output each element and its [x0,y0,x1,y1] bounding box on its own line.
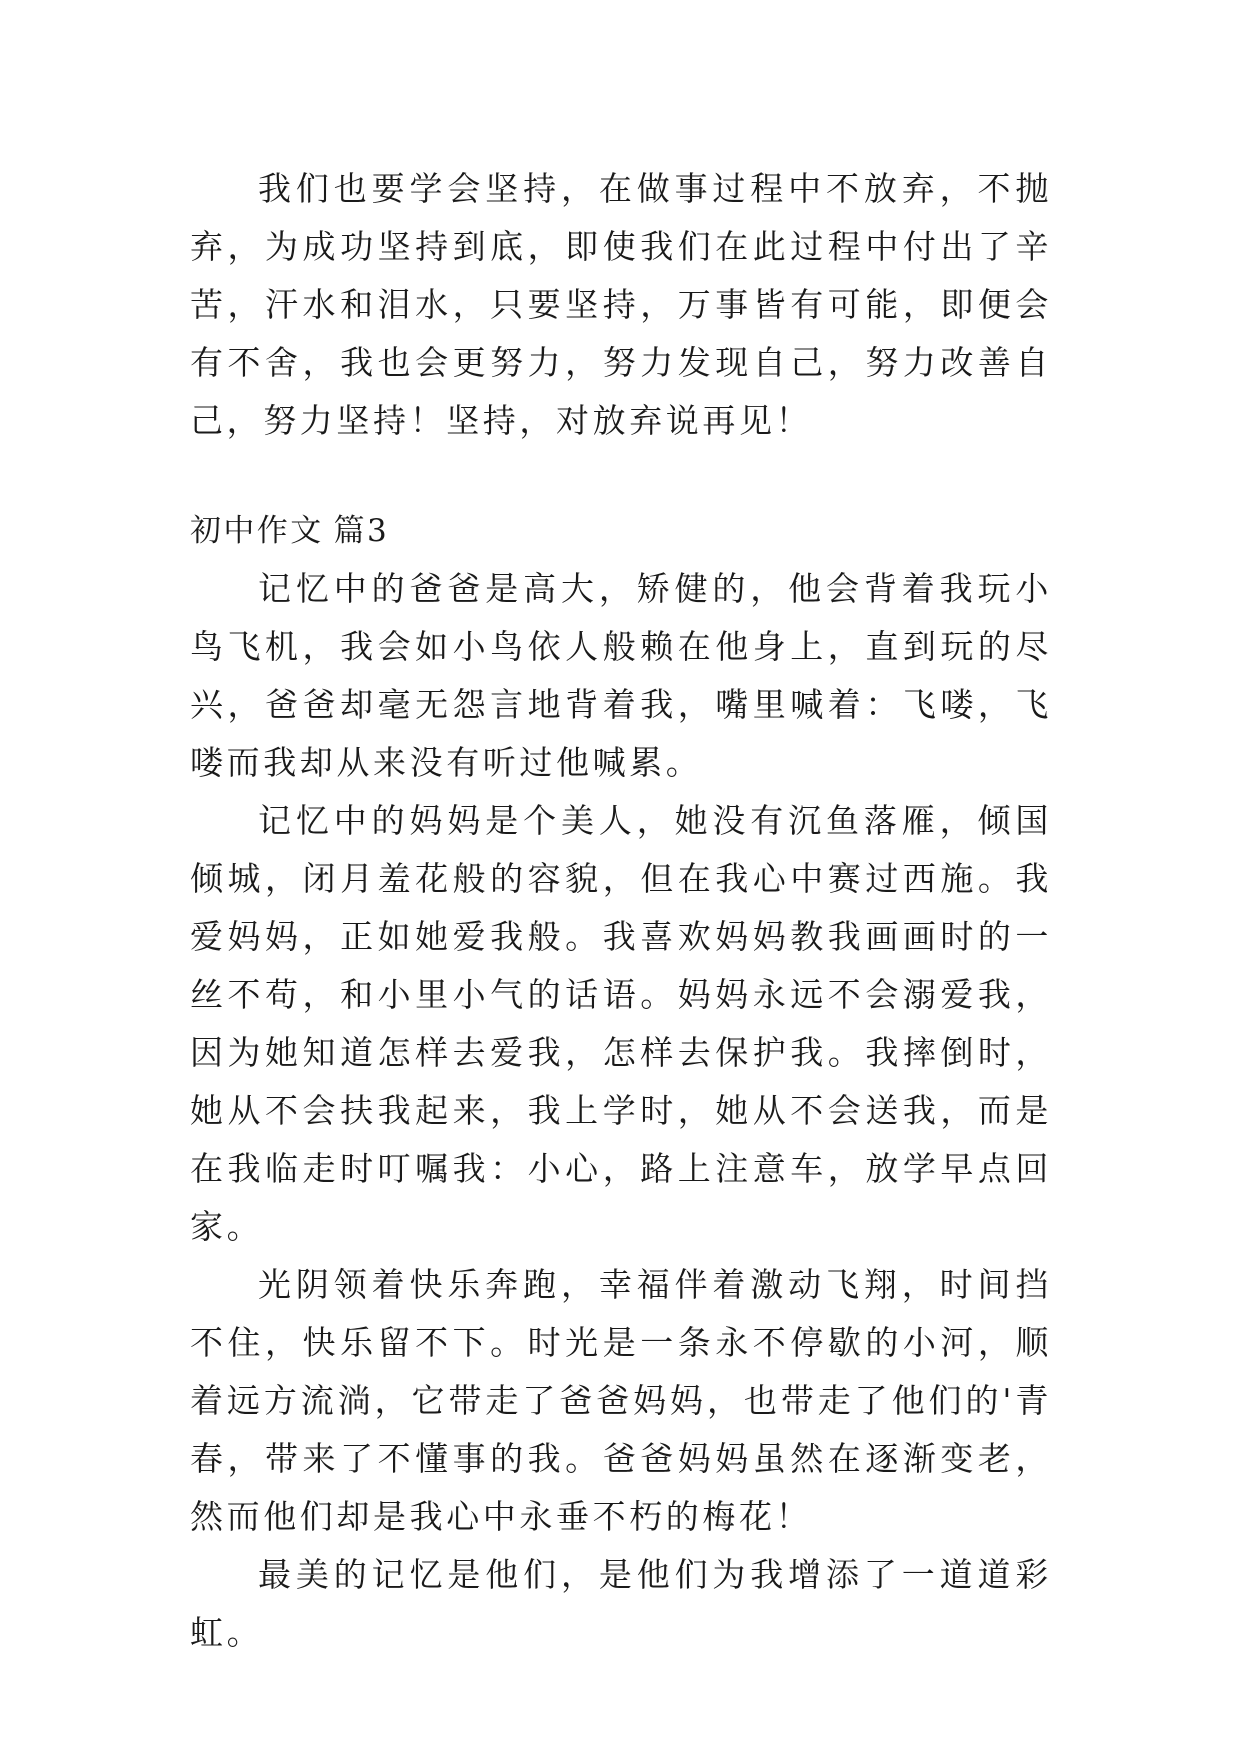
paragraph-father: 记忆中的爸爸是高大，矫健的，他会背着我玩小鸟飞机，我会如小鸟依人般赖在他身上，直到玩的尽兴，爸爸却毫无怨言地背着我，嘴里喊着：飞喽，飞喽而我却从来没有听过他喊累。 [190,569,1052,782]
paragraph-closing: 最美的记忆是他们，是他们为我增添了一道道彩虹。 [190,1555,1052,1652]
section-number: 篇3 [333,513,390,549]
document-page [190,160,1052,1720]
paragraph-time: 光阴领着快乐奔跑，幸福伴着激动飞翔，时间挡不住，快乐留不下。时光是一条永不停歇的小河，顺着远方流淌，它带走了爸爸妈妈，也带走了他们的'青春，带来了不懂事的我。爸爸妈妈虽然在逐渐变老，然而他们却是我心中永垂不朽的梅花！ [190,1265,1052,1536]
section-heading [190,502,1052,560]
paragraph-persistence: 我们也要学会坚持，在做事过程中不放弃，不抛弃，为成功坚持到底，即使我们在此过程中付出了辛苦，汗水和泪水，只要坚持，万事皆有可能，即便会有不舍，我也会更努力，努力发现自己，努力改善自己，努力坚持！坚持，对放弃说再见！ [190,169,1052,440]
paragraph-mother: 记忆中的妈妈是个美人，她没有沉鱼落雁，倾国倾城，闭月羞花般的容貌，但在我心中赛过西施。我爱妈妈，正如她爱我般。我喜欢妈妈教我画画时的一丝不苟，和小里小气的话语。妈妈永远不会溺爱我，因为她知道怎样去爱我，怎样去保护我。我摔倒时，她从不会扶我起来，我上学时，她从不会送我，而是在我临走时叮嘱我：小心，路上注意车，放学早点回家。 [190,801,1052,1246]
section-title: 初中作文 [190,513,324,549]
